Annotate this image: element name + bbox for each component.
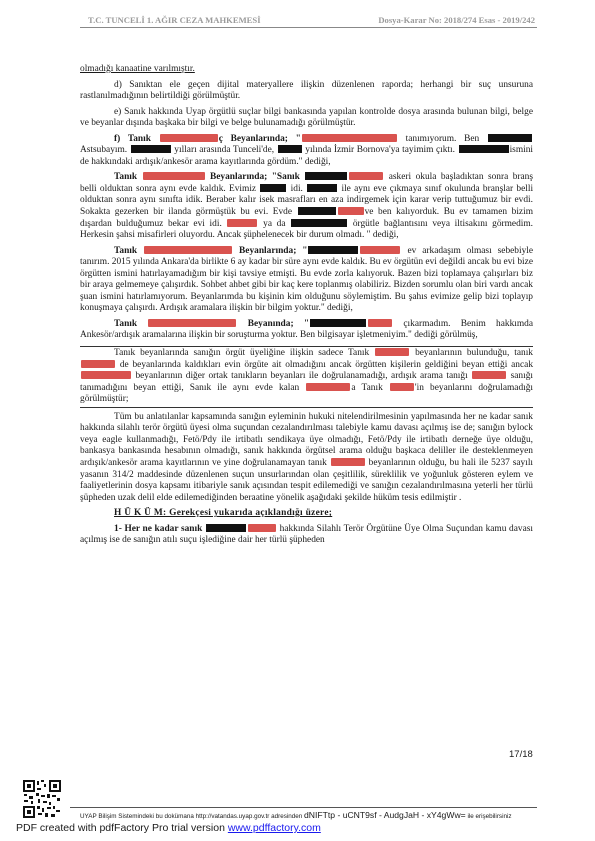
redaction	[248, 524, 276, 532]
qr-code-icon	[22, 779, 62, 819]
redaction	[148, 319, 236, 327]
paragraph-d: d) Sanıktan ele geçen dijital materyallere ilişkin düzenlenen raporda; herhangi bir suç unsuruna rastlanılmadığının belirtildiği görülmüştür.	[80, 79, 533, 102]
paragraph-e: e) Sanık hakkında Uyap örgütlü suçlar bilgi bankasında yapılan kontrolde dosya arasında bulunan bilgi, belge ve beyanlar dışında başkaka bir bilgi ve belge bulunamadığı görülmüştür.	[80, 106, 533, 129]
redaction	[306, 383, 350, 391]
redaction	[81, 371, 131, 379]
redaction	[278, 145, 302, 153]
redaction	[144, 246, 232, 254]
redaction	[459, 145, 509, 153]
redaction	[375, 348, 409, 356]
redaction	[331, 458, 365, 466]
verification-code: dNIFTtp - uCNT9sf - AudgJaH - xY4gWw=	[304, 810, 466, 820]
redaction	[206, 524, 246, 532]
header-divider	[80, 27, 537, 28]
redaction	[143, 172, 205, 180]
redaction	[368, 319, 392, 327]
redaction	[302, 134, 397, 142]
uyap-footer: UYAP Bilişim Sistemindeki bu dokümana http://vatandas.uyap.gov.tr adresinden dNIFTtp - uCNT9sf - AudgJaH - xY4gWw= ile erişebilirsiniz	[80, 810, 512, 820]
pdffactory-link[interactable]: www.pdffactory.com	[227, 822, 321, 834]
verdict-heading: H Ü K Ü M: Gerekçesi yukarıda açıklandığı üzere;	[114, 508, 333, 519]
redaction	[131, 145, 171, 153]
paragraph-witness-2: Tanık Beyanlarında; "Sanık askeri okula başladıktan sonra branş belli olduktan sonra aynı evde kaldık. Evimiz idi. ile aynı eve çıkmaya sınıf okulunda branşlar belli olduktan sonra aynı sınıfta idik. Beraber kalır isek masrafları en aza indirgemek için karar verip tuttuğumuz bir evdi. Sokakta gezerken bir ilanda görmüştük bu evi. Evde ve ben kalıyorduk. Bu ev tamamen bizim dışardan bulduğumuz bekar evi idi. ya da örgütle bağlantısını veya iltisakını görmedim. Herkesin şahsi misafirleri oluyordu. Ancak şüphelenecek bir durum olmadı. " dediği,	[80, 172, 534, 241]
footer-divider	[70, 807, 537, 808]
paragraph-assessment: Tüm bu anlatılanlar kapsamında sanığın eyleminin hukuki nitelendirilmesinin yapılmasında her ne kadar sanık hakkında silahlı terör örgütü üyesi olma suçundan cezalandırılması talebiyle kamu davası açılmış ise de; sanığın bylock veya eagle kullanmadığı, Fetö/Pdy ile irtibatlı sendikaya üye olmadığı, Fetö/Pdy ile irtibatlı derneğe üye olduğu, bankasya bankasında hesabının olmadığı, sanık hakkında örgütsel arama olduğu başkaca deliller ile desteklenmeyen ardışık/ankesör arama kayıtlarının ve yine doğrulanamayan tanık beyanlarının olduğu, bu hali ile 5237 sayılı yasanın 314/2 maddesinde düzenlenen suçun unsurlarından olan çeşitlilik, süreklilik ve yoğunluk gösteren eylem ve faaliyetlerinin dosya kapsamı itibariyle sanık açısından tespit edilemediği ve sanığın cezalandırılmasına yeterli her türlü şüpheden uzak delil elde edilemediğinden beraatine yönelik aşağıdaki şekilde hüküm tesis edilmiştir .	[80, 411, 534, 503]
pdf-notice: PDF created with pdfFactory Pro trial version www.pdffactory.com	[16, 822, 321, 834]
redaction	[307, 184, 337, 192]
document-body	[80, 64, 533, 551]
redaction	[291, 219, 347, 227]
redaction	[310, 319, 366, 327]
redaction	[81, 360, 115, 368]
redaction	[390, 383, 414, 391]
redaction	[472, 371, 506, 379]
redaction	[160, 134, 218, 142]
redaction	[298, 207, 336, 215]
verdict-item-1: 1- Her ne kadar sanık hakkında Silahlı Terör Örgütüne Üye Olma Suçundan kamu davası açılmış ise de sanığın atılı suçu işlediğine dair her türlü şüpheden	[80, 523, 534, 546]
paragraph-witness-4: Tanık Beyanında; " çıkarmadım. Benim hakkımda Ankesör/ardışık aramalarına ilişkin bir soruşturma yoktur. Ben bilgisayar işletmeniyim." dediği görülmüş,	[80, 318, 534, 341]
redaction	[308, 246, 358, 254]
paragraph-evaluation: Tanık beyanlarında sanığın örgüt üyeliğine ilişkin sadece Tanık beyanlarının bulunduğu, tanık de beyanlarında kaldıkları evin örgüte ait olmadığını ancak örgütten kişilerin geldiğini beyan ettiği ancak beyanlarının diğer ortak tanıkların beyanları ile doğrulanamadığı, ardışık arama tanığı sanığı tanımadığını beyan ettiği, Sanık ile aynı evde kalan a Tanık 'in beyanlarını doğrulamadığı görülmüştür;	[80, 346, 533, 408]
redaction	[338, 207, 364, 215]
redaction	[360, 246, 400, 254]
redaction	[227, 219, 257, 227]
redaction	[349, 172, 383, 180]
redaction	[305, 172, 347, 180]
paragraph-intro: olmadığı kanaatine varılmıştır.	[80, 64, 195, 74]
court-name: T.C. TUNCELİ 1. AĞIR CEZA MAHKEMESİ	[88, 15, 261, 25]
redaction	[488, 134, 532, 142]
page-number: 17/18	[509, 749, 533, 760]
case-number: Dosya-Karar No: 2018/274 Esas - 2019/242	[378, 15, 535, 25]
paragraph-witness-3: Tanık Beyanlarında; " ev arkadaşım olması sebebiyle tanırım. 2015 yılında Ankara'da birlikte 6 ay kadar bir süre aynı evde kaldık. Bu ev örgütün evi değildi ancak bu evi bize örgütten ismini hatırlayamadığım bir kişi tavsiye etmişti. Bu evde zorla kalıyoruk. Bazen bizi toplamaya çalışırları biz bir araya gelmemeye çalışırdık. Sohbet ahbet gibi bir kaç kere toplanmış olabiliriz. Bizden sorumlu olan biri vardı ancak şuan ismini hatırlamıyorum. Beyanlarımda bu kişinin kim olduğunu söylemiştim. Bu şahıs evimize gelip bizi toplayıp konuşmaya çalışırdı. Ardışık aramalara ilişkin bir bilgim yoktur." dediği,	[80, 245, 534, 314]
paragraph-f: f) Tanık ç Beyanlarında; " tanımıyorum. Ben Astsubayım. yılları arasında Tunceli'de, yılında İzmir Bornova'ya tayimim çıktı. ismini de hakkındaki ardışık/ankesör arama kayıtlarında gördüm." dediği,	[80, 133, 534, 167]
redaction	[260, 184, 286, 192]
